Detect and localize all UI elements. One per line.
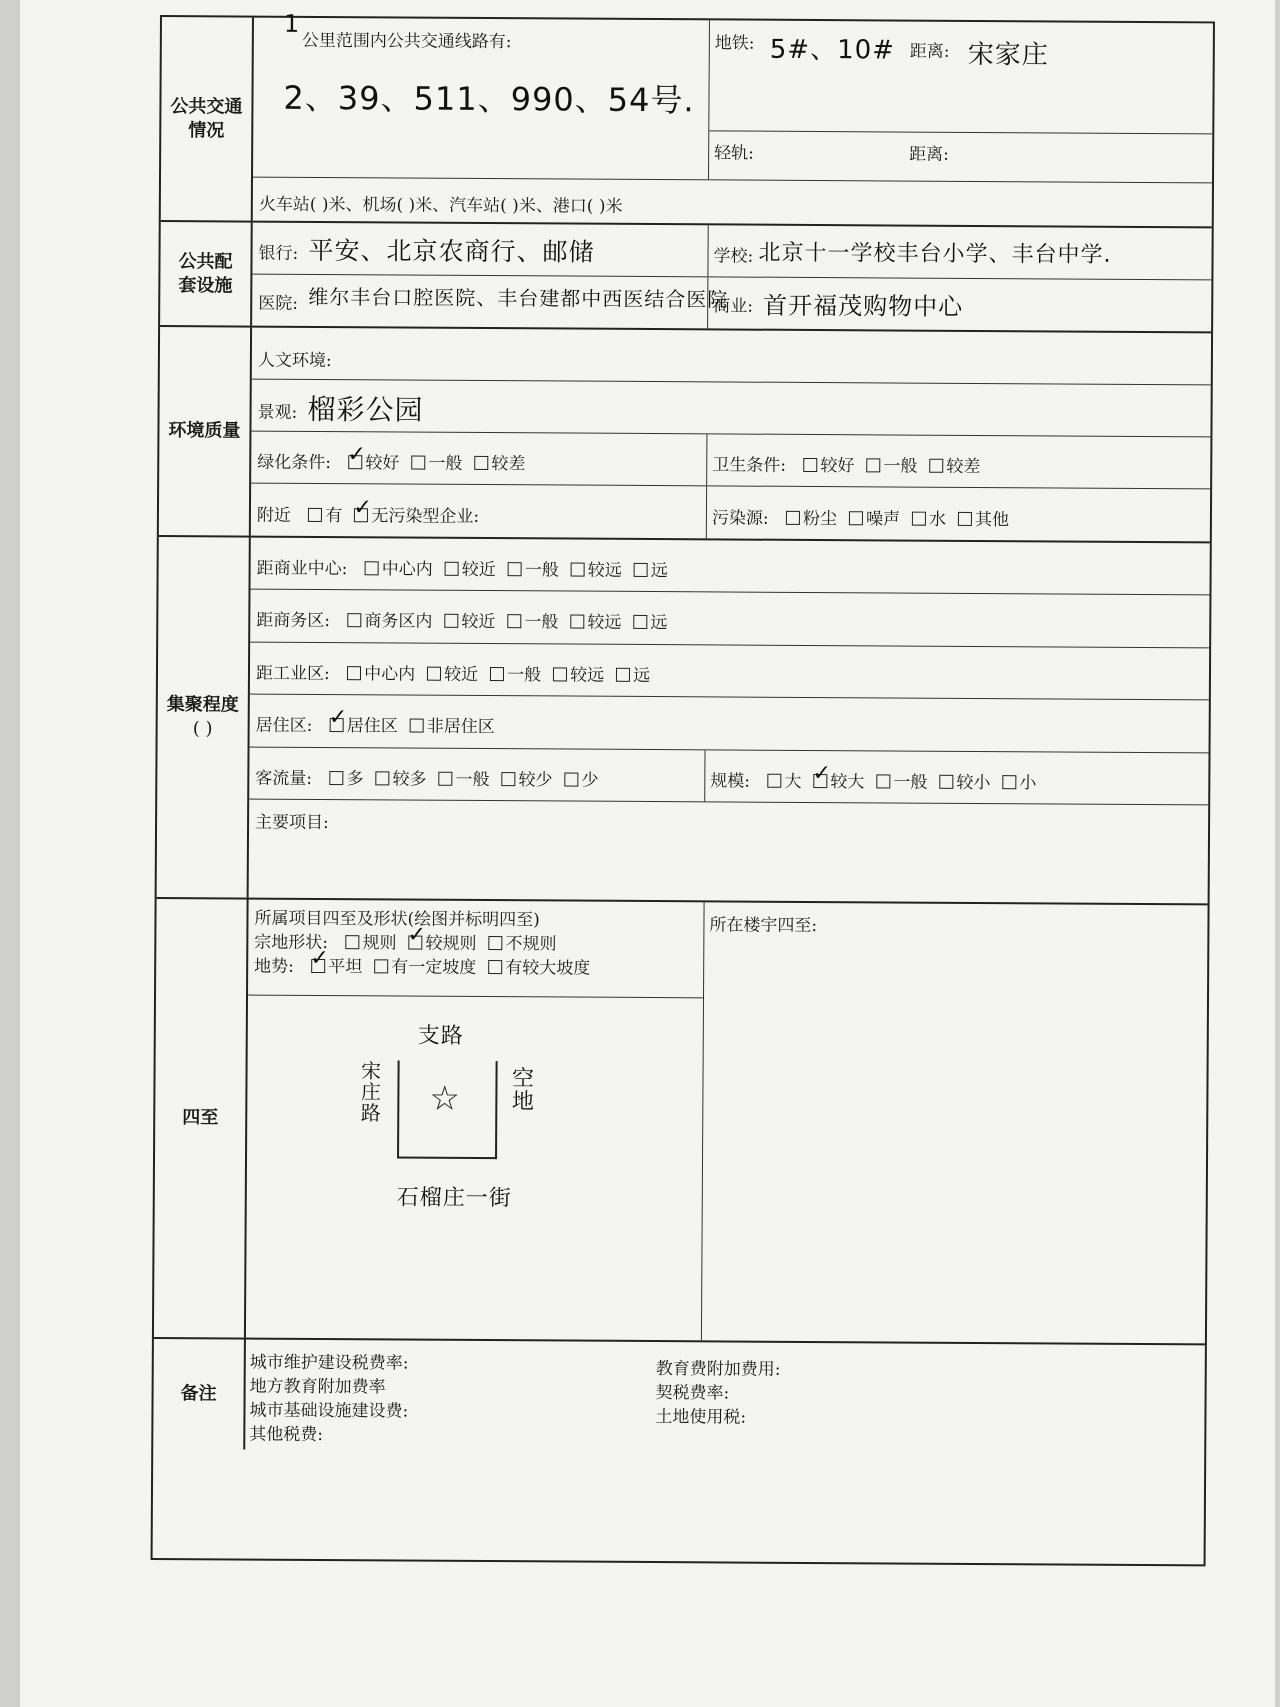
residential-row: 居住区: ✓ 居住区 非居住区 (250, 695, 1209, 754)
culture-label: 人文环境: (257, 350, 332, 372)
option-label: 较大 (830, 772, 865, 793)
bus-label: 公里范围内公共交通线路有: (301, 30, 512, 53)
scale-options (755, 772, 1036, 794)
option-label: 较近 (444, 664, 479, 685)
subway-lines: 5#、10# (769, 34, 896, 66)
bank-label: 银行: (258, 243, 299, 264)
agglomeration-section (157, 537, 1210, 905)
option-checkbox[interactable] (427, 667, 441, 681)
subway-distance-label: 距离: (909, 41, 950, 62)
notes-right-3: 土地使用税: (655, 1407, 747, 1428)
facilities-label: 公共配套设施 (160, 222, 253, 326)
hospital-commerce-row (252, 275, 1211, 334)
shape-options (333, 933, 556, 954)
option-checkbox[interactable] (348, 455, 362, 469)
option-label: 有 (325, 506, 343, 527)
north-boundary: 支路 (417, 1023, 464, 1049)
notes-right-2: 契税费率: (655, 1383, 730, 1404)
option-checkbox[interactable] (311, 959, 325, 973)
option-label: 较远 (587, 612, 622, 633)
option-label: 一般 (428, 453, 463, 474)
environment-section (159, 327, 1211, 543)
option-checkbox[interactable] (633, 615, 647, 629)
option-checkbox[interactable] (354, 508, 368, 522)
option-checkbox[interactable] (330, 718, 344, 732)
option-label: 较近 (461, 559, 496, 581)
option-label: 商务区内 (364, 611, 433, 632)
business-center-options (353, 559, 668, 581)
option-label: 远 (633, 665, 651, 687)
option-label: 其他 (975, 509, 1010, 531)
option-checkbox[interactable] (501, 772, 515, 786)
school-label: 学校: (713, 246, 754, 267)
landscape-row (251, 380, 1210, 438)
shape-field: 宗地形状: 规则✓ 较规则 不规则 (254, 928, 556, 955)
building-boundary-label: 所在楼宇四至: (709, 915, 818, 937)
hospital-value: 维尔丰台口腔医院、丰台建都中西医结合医院 (308, 284, 729, 312)
option-label: 规则 (362, 933, 397, 954)
option-checkbox[interactable] (849, 511, 863, 525)
bus-lines: 2、39、511、990、54号. (283, 78, 695, 120)
option-label: 有一定坡度 (391, 957, 477, 978)
boundaries-label: 四至 (154, 899, 249, 1338)
light-rail-distance-label: 距离: (909, 144, 949, 165)
notes-label: 备注 (153, 1339, 246, 1450)
option-checkbox[interactable] (508, 562, 522, 576)
survey-form (151, 9, 1215, 1566)
green-field: 绿化条件: ✓ 较好 一般 较差 (257, 448, 525, 475)
option-label: 有较大坡度 (505, 958, 591, 979)
paper-page (20, 0, 1275, 1707)
terrain-field: 地势: ✓ 平坦 有一定坡度 有较大坡度 (254, 952, 590, 979)
commerce-label: 商业: (713, 296, 754, 317)
stations-text: 火车站( )米、机场( )米、汽车站( )米、港口( )米 (258, 194, 623, 217)
option-checkbox[interactable] (308, 508, 322, 522)
traffic-options (317, 769, 598, 791)
green-options (336, 453, 525, 474)
option-label: 少 (581, 770, 599, 791)
option-label: 噪声 (866, 509, 901, 530)
nearby-field: 附近 有✓ 无污染型企业: (257, 501, 479, 527)
business-district-options (335, 611, 667, 633)
option-label: 远 (650, 613, 668, 634)
option-checkbox[interactable] (365, 561, 379, 575)
boundaries-content (246, 900, 1208, 1346)
subway-label: 地铁: (714, 33, 755, 54)
option-checkbox[interactable] (912, 512, 926, 526)
option-label: 无污染型企业: (371, 506, 480, 527)
agglomeration-label: 集聚程度 ( ) (157, 537, 251, 898)
option-checkbox[interactable] (444, 614, 458, 628)
option-checkbox[interactable] (347, 613, 361, 627)
option-checkbox[interactable] (410, 719, 424, 733)
notes-content (245, 1340, 1205, 1456)
option-label: 一般 (883, 456, 918, 477)
option-checkbox[interactable] (616, 668, 630, 682)
culture-row (252, 328, 1211, 386)
option-label: 一般 (507, 665, 542, 686)
notes-section (153, 1339, 1205, 1455)
option-checkbox[interactable] (929, 459, 943, 473)
option-checkbox[interactable] (1002, 775, 1016, 789)
landscape-label: 景观: (257, 402, 298, 423)
business-district-row: 距商务区: 商务区内 较近 一般 较远 远 (250, 590, 1209, 649)
residential-options (318, 716, 495, 737)
option-checkbox[interactable] (634, 563, 648, 577)
notes-right-1: 教育费附加费用: (655, 1359, 781, 1380)
landscape-value: 榴彩公园 (307, 392, 424, 427)
option-checkbox[interactable] (803, 458, 817, 472)
facilities-section (160, 222, 1212, 333)
pollution-options (774, 509, 1009, 530)
notes-left-3: 城市基础设施建设费: (249, 1400, 409, 1422)
hygiene-field: 卫生条件: 较好 一般 较差 (712, 455, 981, 478)
projects-row (249, 800, 1209, 906)
option-checkbox[interactable] (408, 936, 422, 950)
hygiene-options (791, 456, 980, 477)
option-checkbox[interactable] (438, 772, 452, 786)
subway-distance: 宋家庄 (967, 39, 1049, 71)
option-label: 水 (929, 509, 947, 530)
option-label: 一般 (893, 772, 928, 793)
option-checkbox[interactable] (767, 774, 781, 788)
option-label: 较差 (946, 456, 981, 478)
traffic-scale-row: 客流量: 多 较多 一般 较少 少 规模: 大✓ 较大 一般 较小 小 (249, 748, 1208, 806)
option-checkbox[interactable] (345, 935, 359, 949)
south-boundary: 石榴庄一街 (396, 1185, 512, 1212)
notes-left-1: 城市维护建设税费率: (249, 1352, 409, 1374)
option-checkbox[interactable] (866, 458, 880, 472)
stations-row (253, 178, 1212, 229)
option-label: 较多 (392, 769, 427, 790)
nearby-options (296, 506, 479, 527)
terrain-options (299, 957, 590, 979)
industrial-options (335, 664, 650, 686)
option-label: 较近 (461, 611, 496, 633)
option-checkbox[interactable] (876, 774, 890, 788)
option-label: 远 (650, 561, 668, 582)
option-checkbox[interactable] (347, 666, 361, 680)
option-label: 大 (784, 771, 802, 792)
option-checkbox[interactable] (488, 936, 502, 950)
light-rail-label: 轻轨: (714, 143, 754, 164)
option-label: 不规则 (505, 934, 557, 955)
option-checkbox[interactable] (474, 456, 488, 470)
industrial-row: 距工业区: 中心内 较近 一般 较远 远 (250, 643, 1209, 701)
option-label: 较规则 (425, 933, 477, 954)
environment-label: 环境质量 (159, 327, 252, 536)
option-label: 较差 (491, 454, 526, 475)
option-label: 较少 (518, 770, 553, 791)
option-checkbox[interactable] (813, 774, 827, 788)
option-label: 小 (1019, 773, 1037, 794)
option-checkbox[interactable] (958, 512, 972, 526)
option-checkbox[interactable] (411, 456, 425, 470)
option-checkbox[interactable] (570, 615, 584, 629)
option-checkbox[interactable] (564, 772, 578, 786)
option-label: 粉尘 (803, 508, 838, 530)
option-checkbox[interactable] (329, 771, 343, 785)
notes-left-4: 其他税费: (249, 1424, 324, 1446)
project-boundary-label: 所属项目四至及形状(绘图并标明四至) (254, 908, 540, 931)
option-label: 平坦 (328, 957, 363, 978)
option-label: 居住区 (346, 716, 398, 737)
pollution-field: 污染源: 粉尘 噪声 水 其他 (711, 508, 1010, 531)
notes-left-2: 地方教育附加费率 (249, 1376, 386, 1398)
option-label: 较远 (587, 560, 622, 581)
transport-label: 公共交通情况 (161, 17, 254, 221)
option-label: 较小 (956, 772, 991, 794)
bank-value: 平安、北京农商行、邮储 (308, 235, 595, 267)
projects-label: 主要项目: (255, 812, 329, 834)
option-label: 多 (346, 769, 364, 790)
option-checkbox[interactable] (375, 771, 389, 785)
option-checkbox[interactable] (507, 614, 521, 628)
bank-school-row (252, 223, 1211, 281)
transport-section (161, 9, 1213, 228)
east-boundary: 空地 (508, 1066, 534, 1113)
hospital-label: 医院: (258, 293, 299, 314)
option-checkbox[interactable] (445, 562, 459, 576)
west-boundary: 宋庄路 (357, 1060, 382, 1124)
option-label: 一般 (524, 612, 559, 633)
commerce-value: 首开福茂购物中心 (763, 291, 964, 321)
option-checkbox[interactable] (786, 511, 800, 525)
transport-bus-row (253, 9, 1213, 184)
business-center-row: 距商业中心: 中心内 较近 一般 较远 远 (250, 538, 1209, 596)
option-checkbox[interactable] (488, 960, 502, 974)
boundaries-section (154, 899, 1208, 1345)
green-hygiene-row (251, 432, 1210, 490)
option-checkbox[interactable] (490, 667, 504, 681)
option-label: 较好 (820, 456, 855, 477)
subway-cell (708, 20, 1213, 182)
site-center-mark: ☆ (429, 1078, 460, 1119)
option-checkbox[interactable] (571, 563, 585, 577)
school-value: 北京十一学校丰台小学、丰台中学. (758, 240, 1112, 268)
option-label: 较远 (570, 665, 605, 686)
option-checkbox[interactable] (553, 667, 567, 681)
option-label: 中心内 (381, 559, 433, 580)
pollution-row (251, 484, 1210, 544)
option-label: 非居住区 (426, 716, 495, 738)
option-label: 中心内 (364, 664, 416, 685)
bus-prefix: 1 (283, 9, 301, 38)
option-label: 一般 (524, 560, 559, 581)
option-checkbox[interactable] (939, 775, 953, 789)
option-label: 一般 (455, 769, 490, 791)
option-checkbox[interactable] (374, 959, 388, 973)
option-label: 较好 (365, 453, 400, 474)
